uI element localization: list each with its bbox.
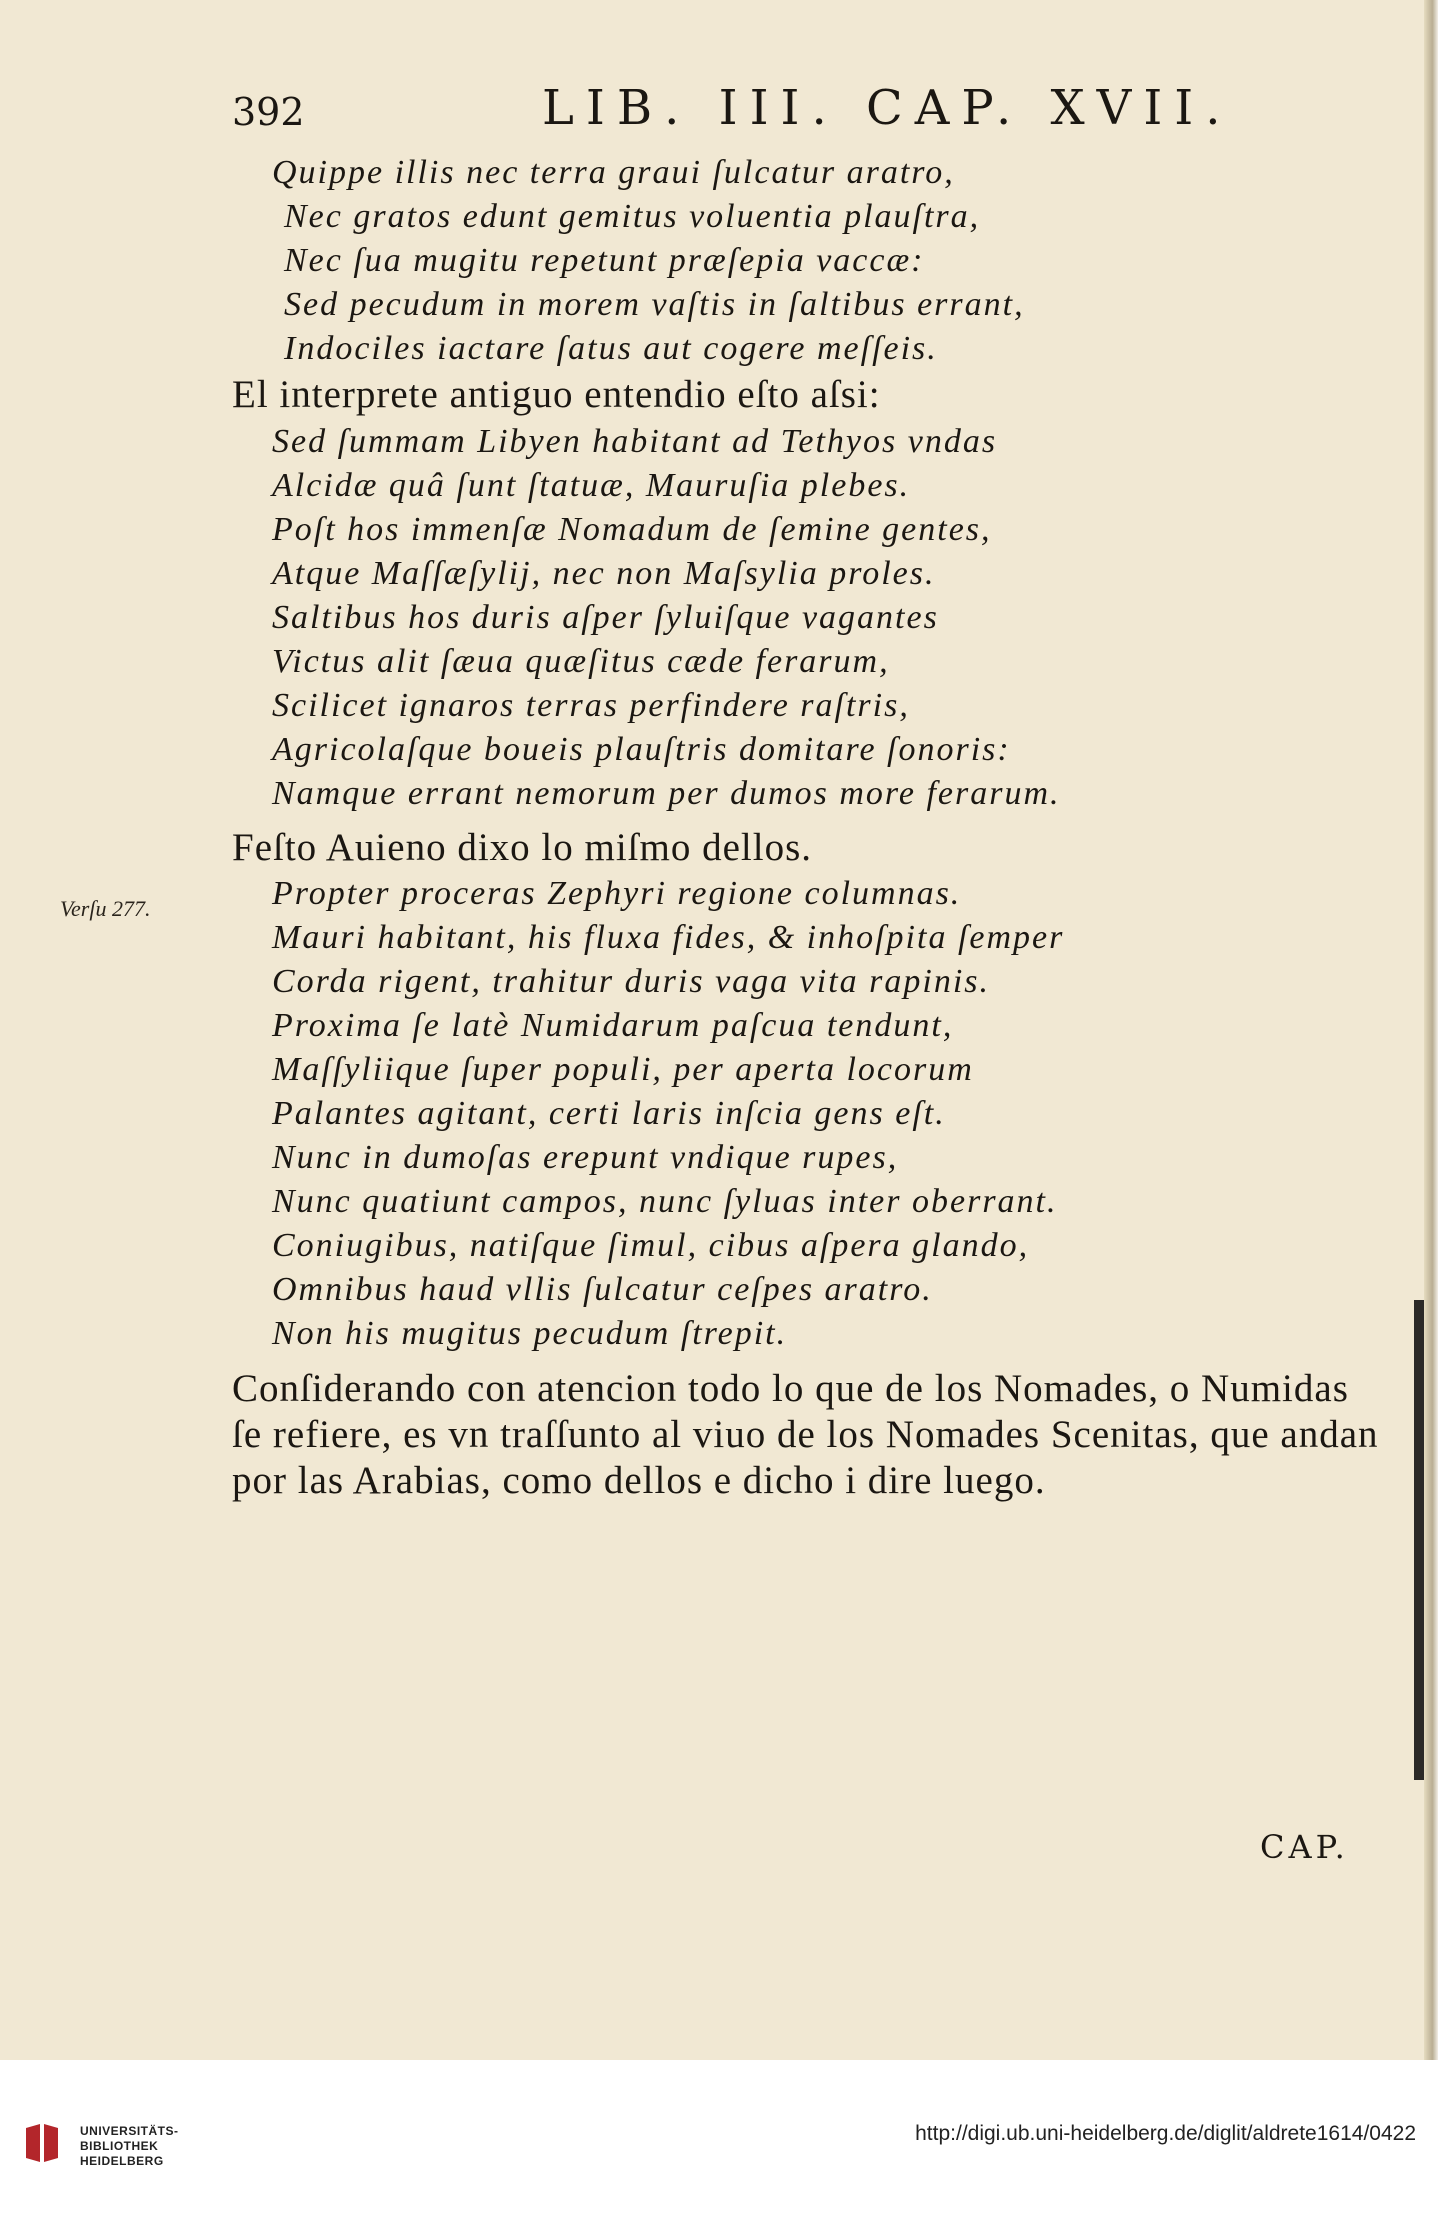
running-head: LIB. III. CAP. XVII.: [542, 80, 1233, 136]
verse-line: Indociles iactare ſatus aut cogere meſſeis.: [284, 330, 938, 367]
verse-line: Nec gratos edunt gemitus voluentia plauſtra,: [284, 198, 981, 235]
marginal-note: Verſu 277.: [60, 896, 151, 921]
permalink[interactable]: http://digi.ub.uni-heidelberg.de/diglit/aldrete1614/0422: [915, 2122, 1416, 2145]
verse-line: Proxima ſe latè Numidarum paſcua tendunt,: [272, 1007, 954, 1044]
prose-line: Feſto Auieno dixo lo miſmo dellos.: [232, 826, 812, 869]
verse-line: Non his mugitus pecudum ſtrepit.: [272, 1315, 788, 1352]
verse-line: Scilicet ignaros terras perfindere raſtris,: [272, 687, 910, 724]
verse-line: Poſt hos immenſæ Nomadum de ſemine gentes,: [272, 511, 992, 548]
verse-line: Corda rigent, trahitur duris vaga vita rapinis.: [272, 963, 991, 1000]
verse-group-1: [272, 151, 1352, 371]
verse-line: Mauri habitant, his fluxa fides, & inhoſpita ſemper: [272, 919, 1065, 956]
verse-line: Alcidæ quâ ſunt ſtatuæ, Mauruſia plebes.: [272, 467, 911, 504]
catchword: CAP.: [1260, 1828, 1349, 1866]
verse-line: Victus alit ſæua quæſitus cæde ferarum,: [272, 643, 890, 680]
library-logo-text: UNIVERSITÄTS- BIBLIOTHEK HEIDELBERG: [80, 2124, 179, 2168]
verse-line: Nec ſua mugitu repetunt præſepia vaccæ:: [284, 242, 925, 279]
verse-line: Omnibus haud vllis ſulcatur ceſpes aratro.: [272, 1271, 933, 1308]
verse-line: Nunc quatiunt campos, nunc ſyluas inter oberrant.: [272, 1183, 1058, 1220]
verse-group-2: [272, 420, 1352, 816]
prose-line: Conſiderando con atencion todo lo que de los Nomades, o Numidas: [232, 1367, 1349, 1410]
verse-line: Sed ſummam Libyen habitant ad Tethyos vndas: [272, 423, 998, 460]
verse-line: Sed pecudum in morem vaſtis in ſaltibus errant,: [284, 286, 1025, 323]
prose-line: por las Arabias, como dellos e dicho i dire luego.: [232, 1459, 1046, 1502]
verse-line: Propter proceras Zephyri regione columnas.: [272, 875, 962, 912]
verse-line: Nunc in dumoſas erepunt vndique rupes,: [272, 1139, 899, 1176]
verse-group-3: [272, 872, 1352, 1356]
page-edge: [1424, 0, 1438, 2060]
prose-line: ſe refiere, es vn traſſunto al viuo de los Nomades Scenitas, que andan: [232, 1413, 1379, 1456]
library-logo-icon[interactable]: [22, 2122, 62, 2166]
verse-line: Coniugibus, natiſque ſimul, cibus aſpera glando,: [272, 1227, 1030, 1264]
footer-bar: [0, 2060, 1438, 2235]
verse-line: Namque errant nemorum per dumos more ferarum.: [272, 775, 1061, 812]
closing-paragraph: [232, 1366, 1392, 1504]
page-header: [232, 78, 1392, 138]
prose-line: El interprete antiguo entendio eſto aſsi:: [232, 373, 881, 416]
verse-line: Maſſyliique ſuper populi, per aperta locorum: [272, 1051, 974, 1088]
verse-line: Saltibus hos duris aſper ſyluiſque vagantes: [272, 599, 939, 636]
verse-line: Palantes agitant, certi laris inſcia gens eſt.: [272, 1095, 946, 1132]
page-edge-shadow: [1414, 1300, 1424, 1780]
verse-line: Atque Maſſæſylij, nec non Maſsylia proles.: [272, 555, 936, 592]
page-number: 392: [232, 90, 305, 134]
verse-line: Quippe illis nec terra graui ſulcatur aratro,: [272, 154, 955, 191]
verse-line: Agricolaſque boueis plauſtris domitare ſonoris:: [272, 731, 1011, 768]
